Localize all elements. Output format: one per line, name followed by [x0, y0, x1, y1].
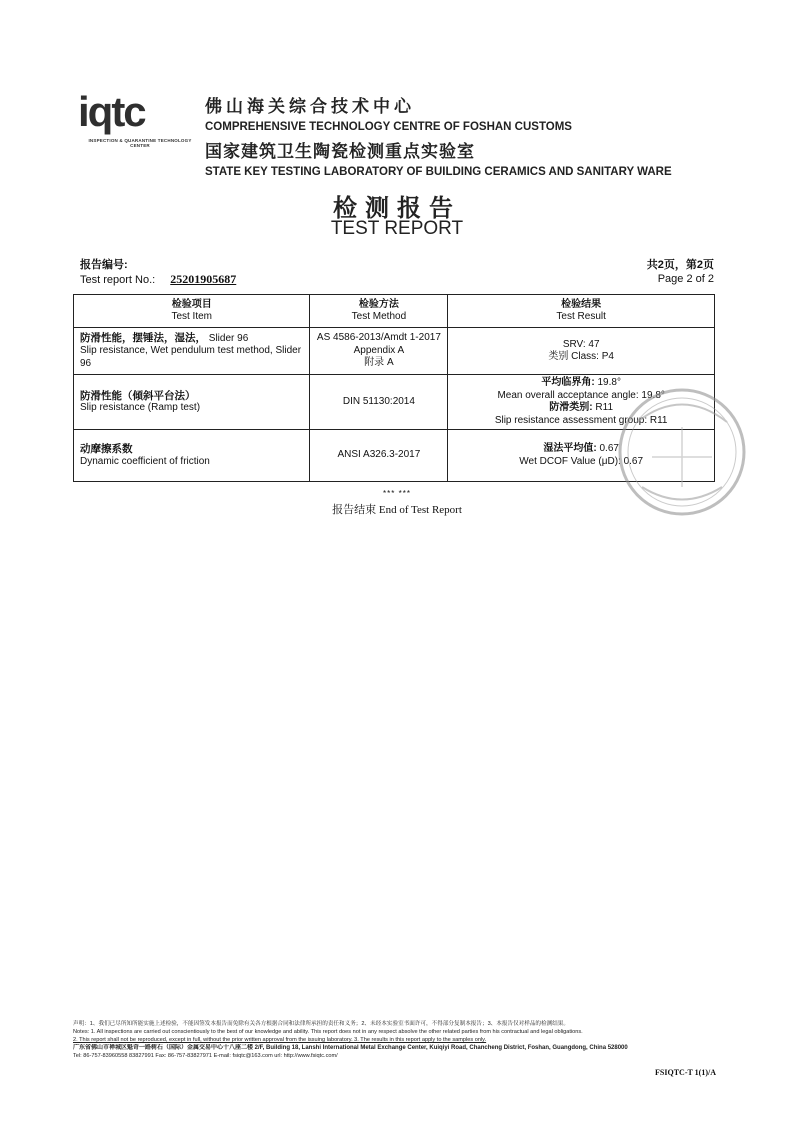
report-number-label-en: Test report No.: [80, 274, 156, 286]
page-info-cn: 共2页，第2页 [646, 259, 714, 271]
iqtc-logo [78, 88, 190, 150]
test-item-suffix: Slider 96 [208, 332, 249, 344]
header-cn: 检验方法 [358, 298, 399, 310]
header-en: Test Method [351, 311, 407, 322]
test-item-cell [74, 375, 310, 430]
test-item-cn: 防滑性能（倾斜平台法） [80, 389, 196, 402]
report-title-en: TEST REPORT [330, 218, 464, 239]
organization-header [205, 92, 705, 178]
method-line: Appendix A [353, 344, 405, 356]
result-label-cn: 防滑类别: [549, 402, 593, 413]
method-line: DIN 51130:2014 [342, 395, 415, 407]
table-row [74, 328, 715, 375]
test-item-cell [74, 430, 310, 482]
page-info-en: Page 2 of 2 [657, 273, 714, 285]
method-line: AS 4586-2013/Amdt 1-2017 [316, 332, 441, 344]
notes-line-2: 2. This report shall not be reproduced, except in full, without the prior written approval from the issuing laboratory. 3. The results in this report apply to the samples only. [73, 1037, 487, 1043]
address: 广东省佛山市禅城区魁奇一路树石（国际）金属交易中心十八座二楼 2/F, Building 18, Lanshi International Metal Exchange Center, Kuiqiyi Road, Chancheng District, Foshan, Guangdong, China 528000 [73, 1045, 628, 1051]
test-item-en: Slip resistance (Ramp test) [80, 402, 201, 413]
notes-line-1: Notes: 1. All inspections are carried out conscientiously to the best of our knowledge and ability. This report does not in any respect absolve the other related parties from his contractual and legal obligations. [73, 1029, 583, 1035]
test-item-cn: 防滑性能，摆锤法，湿法， [80, 331, 206, 344]
header-cn: 检验项目 [171, 298, 212, 310]
org-name-en: COMPREHENSIVE TECHNOLOGY CENTRE OF FOSHAN CUSTOMS [205, 121, 572, 133]
method-line: ANSI A326.3-2017 [337, 449, 421, 461]
header-cn: 检验结果 [561, 298, 602, 310]
test-item-cell [74, 328, 310, 375]
result-label-cn: 平均临界角: [541, 377, 595, 388]
method-line: 附录 A [364, 357, 394, 369]
test-method-cell [310, 430, 448, 482]
report-number: 25201905687 [170, 272, 237, 286]
report-number-label-cn: 报告编号: [80, 259, 128, 271]
form-code: FSIQTC-T 1(1)/A [655, 1068, 716, 1077]
page-info [647, 258, 714, 286]
result-value: 19.8° [594, 377, 621, 388]
result-line: Wet DCOF Value (μD): 0.67 [519, 455, 644, 467]
result-label-cn: 湿法平均值: [543, 443, 597, 454]
table-header-row [74, 295, 715, 328]
test-method-cell [310, 328, 448, 375]
end-of-report: 报告结束 End of Test Report [332, 504, 462, 516]
contact-info: Tel: 86-757-83960558 83827991 Fax: 86-757-83827971 E-mail: fsiqtc@163.com url: http://www.fsiqtc.com/ [73, 1053, 338, 1059]
header-test-method [310, 295, 448, 328]
result-line: Mean overall acceptance angle: 19.8° [497, 389, 665, 401]
org-name-cn: 佛山海关综合技术中心 [205, 97, 415, 117]
logo-wordmark: iqtc [78, 88, 145, 135]
result-value: R11 [592, 402, 614, 413]
end-stars: *** *** [383, 489, 411, 498]
report-title-cn: 检测报告 [333, 193, 461, 222]
header-en: Test Result [556, 311, 606, 322]
test-method-cell [310, 375, 448, 430]
lab-name-cn: 国家建筑卫生陶瓷检测重点实验室 [205, 142, 475, 162]
result-line: Slip resistance assessment group: R11 [494, 414, 668, 426]
header-test-result [448, 295, 715, 328]
logo-subtitle: INSPECTION & QUARANTINE TECHNOLOGY CENTER [88, 138, 192, 148]
test-item-cn: 动摩擦系数 [80, 443, 133, 455]
test-result-cell [448, 328, 715, 375]
header-en: Test Item [171, 311, 213, 322]
result-line: 类别 Class: P4 [548, 351, 614, 362]
test-item-en: Dynamic coefficient of friction [80, 455, 210, 467]
lab-name-en: STATE KEY TESTING LABORATORY OF BUILDING CERAMICS AND SANITARY WARE [205, 166, 672, 178]
result-value: 0.67 [596, 443, 619, 454]
report-number-block [80, 258, 236, 287]
test-item-en: Slip resistance, Wet pendulum test method, Slider 96 [80, 345, 302, 369]
footer [73, 1020, 723, 1060]
result-line: SRV: 47 [562, 338, 600, 350]
statement-cn: 声明：1、我们已尽所知所能实施上述检验，不能因签发本报告而免除有关各方根据合同和法律所承担的责任和义务；2、未经本实验室书面许可，不得部分复制本报告；3、本报告仅对样品的检测结果。 [73, 1021, 569, 1027]
header-test-item [74, 295, 310, 328]
